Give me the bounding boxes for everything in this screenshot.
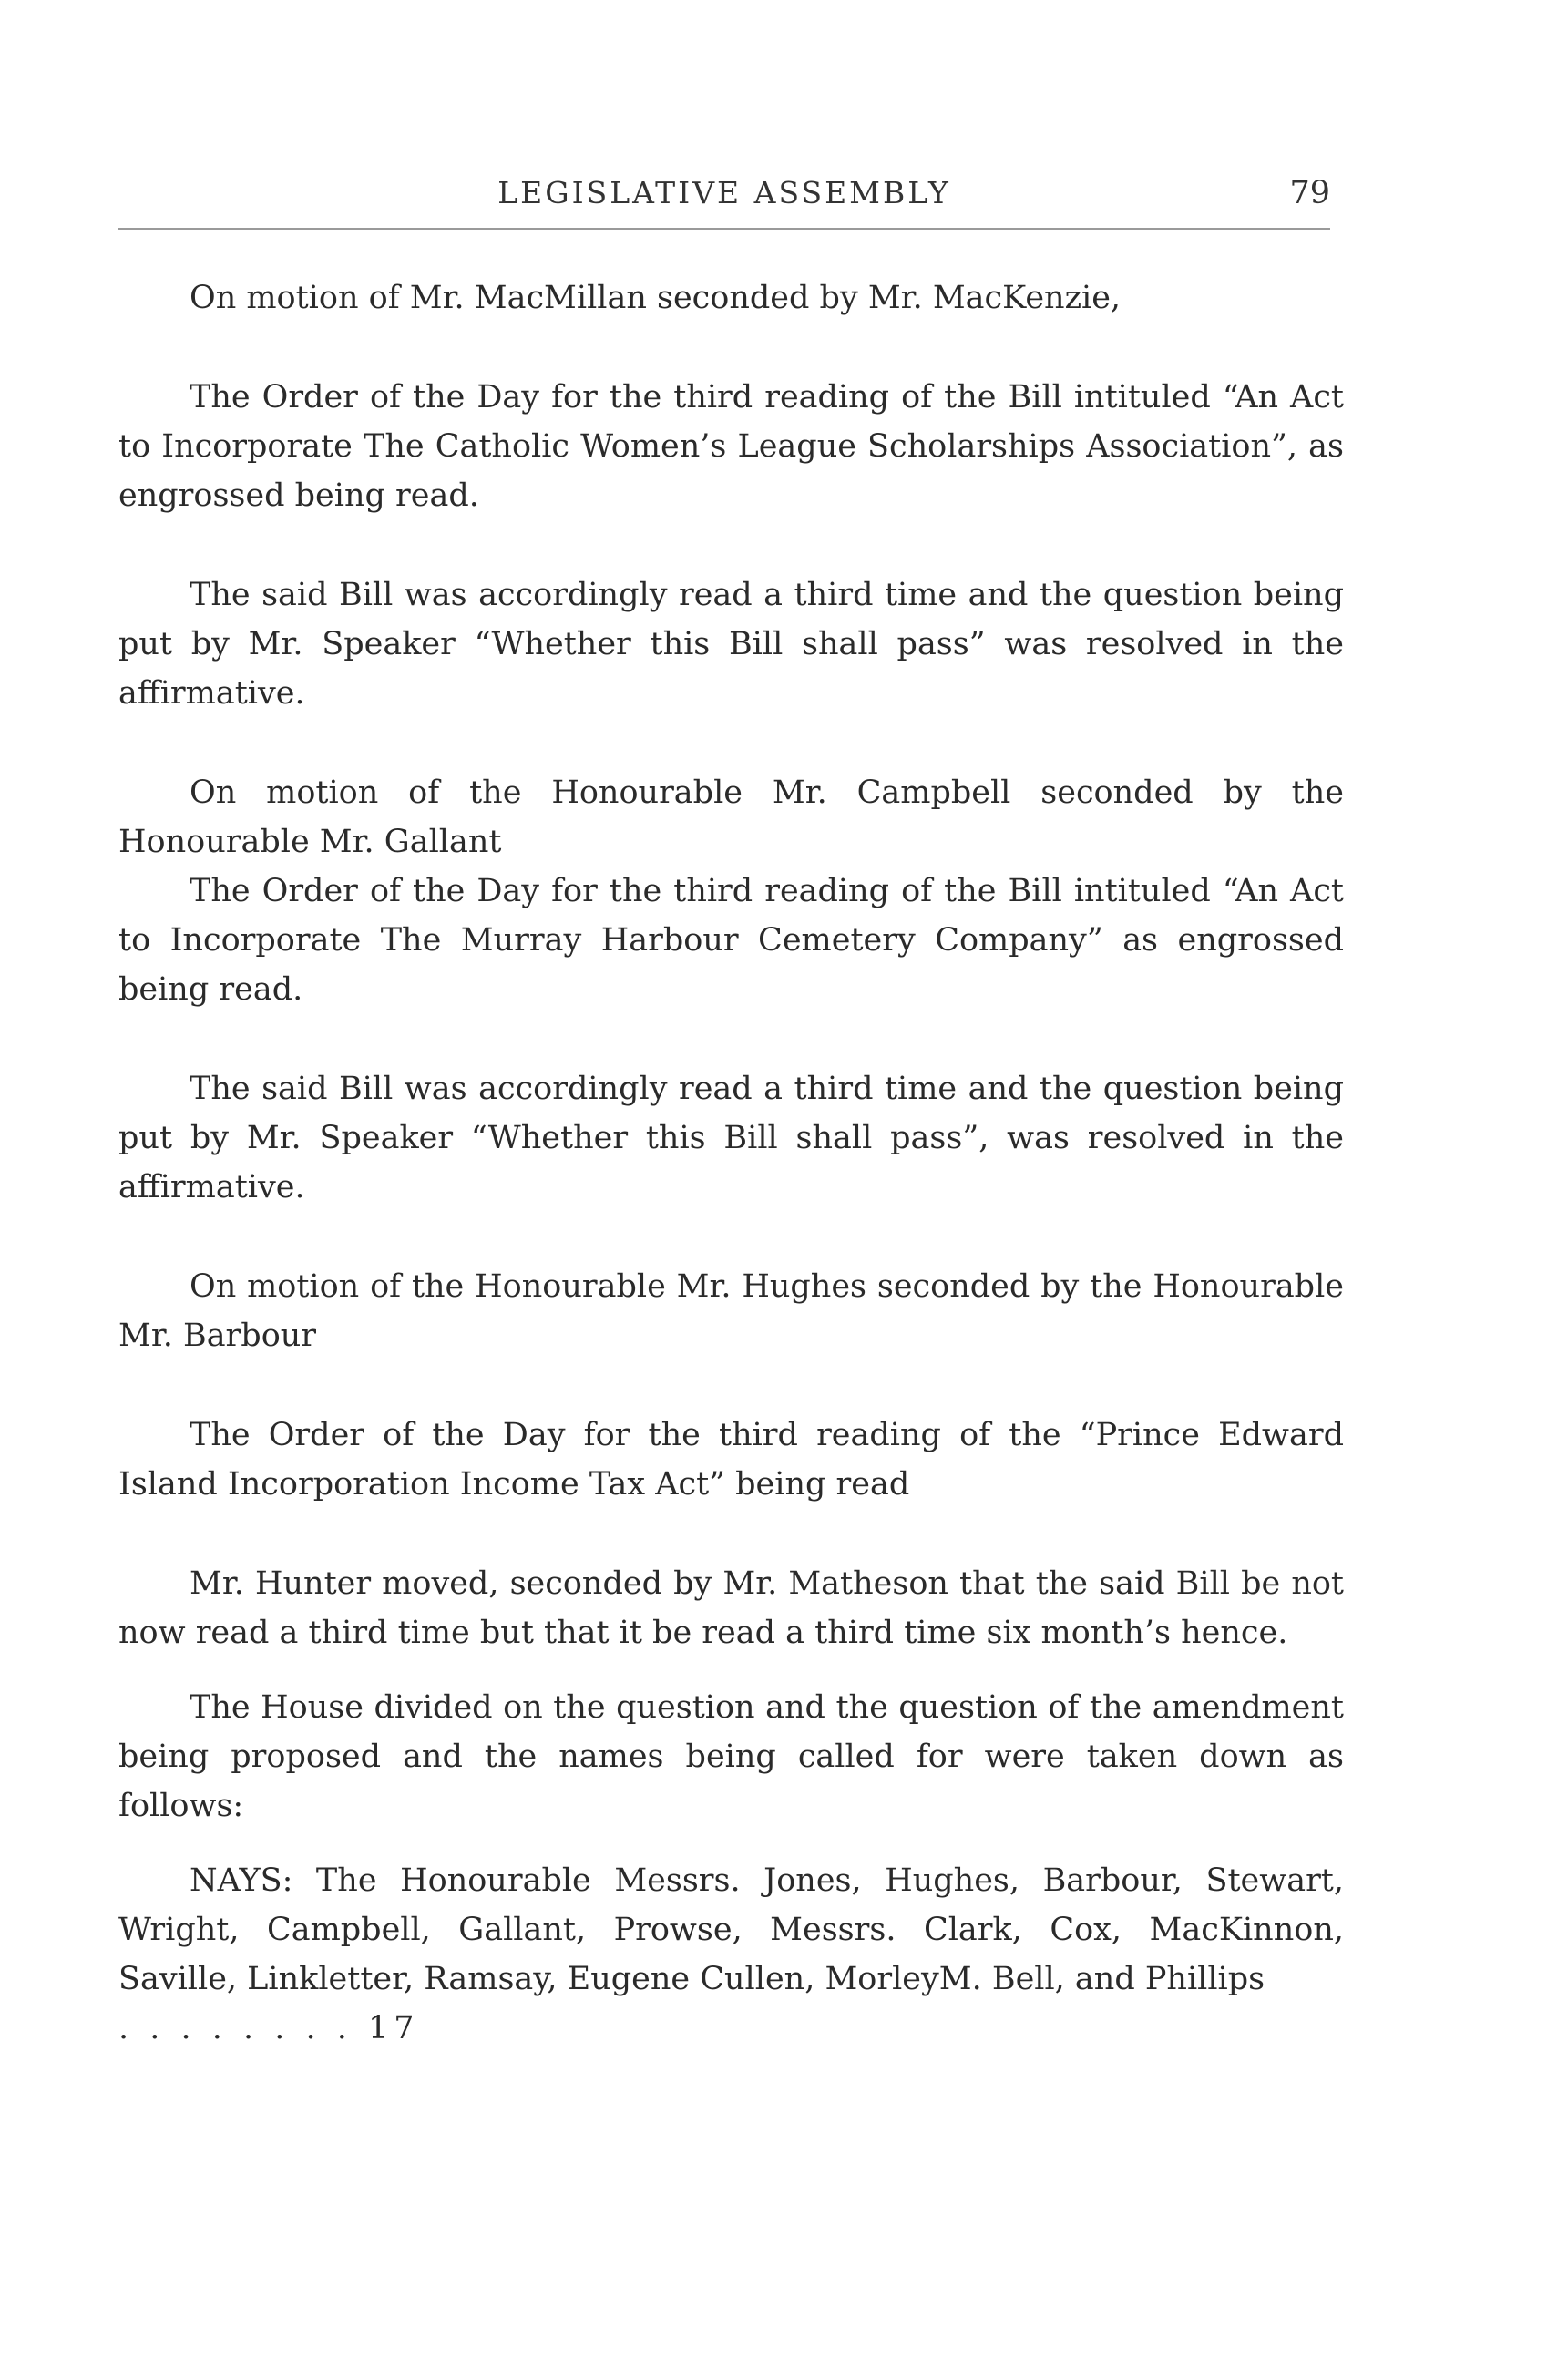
paragraph-house-divided: The House divided on the question and the question of the amendment being proposed and the names being called for were taken down as follows: — [118, 1689, 1344, 1824]
page-number: 79 — [1289, 175, 1330, 211]
paragraph-motion-hughes: On motion of the Honourable Mr. Hughes seconded by the Honourable Mr. Barbour — [118, 1268, 1344, 1354]
paragraph-motion-campbell: On motion of the Honourable Mr. Campbell seconded by the Honourable Mr. Gallant — [118, 775, 1344, 860]
running-title: LEGISLATIVE ASSEMBLY — [497, 175, 951, 210]
paragraph-resolved-murray-harbour: The said Bill was accordingly read a third time and the question being put by Mr. Speaker “Whether this Bill shall pass”, was resolved in the affirmative. — [118, 1071, 1344, 1205]
nays-count: . . . . . . . . 17 — [118, 2010, 420, 2047]
paragraph-resolved-catholic-womens-league: The said Bill was accordingly read a third time and the question being put by Mr. Speaker “Whether this Bill shall pass” was resolved in the affirmative. — [118, 577, 1344, 712]
paragraph-order-murray-harbour: The Order of the Day for the third reading of the Bill intituled “An Act to Incorporate The Murray Harbour Cemetery Company” as engrossed being read. — [118, 873, 1344, 1008]
paragraph-motion-macmillan: On motion of Mr. MacMillan seconded by Mr. MacKenzie, — [190, 280, 1122, 316]
header-rule — [118, 228, 1330, 230]
paragraph-order-income-tax-act: The Order of the Day for the third reading of the “Prince Edward Island Incorporation Income Tax Act” being read — [118, 1417, 1344, 1503]
paragraph-nays-list: NAYS: The Honourable Messrs. Jones, Hughes, Barbour, Stewart, Wright, Campbell, Gallant, Prowse, Messrs. Clark, Cox, MacKinnon, Saville, Linkletter, Ramsay, Eugene Cullen, MorleyM. Bell, and Phillips — [118, 1862, 1344, 1997]
body-text — [118, 273, 1344, 2053]
paragraph-order-catholic-womens-league: The Order of the Day for the third reading of the Bill intituled “An Act to Incorporate The Catholic Women’s League Scholarships Association”, as engrossed being read. — [118, 379, 1344, 514]
running-head — [118, 169, 1330, 224]
paragraph-hunter-moved: Mr. Hunter moved, seconded by Mr. Matheson that the said Bill be not now read a third time but that it be read a third time six month’s hence. — [118, 1565, 1344, 1651]
